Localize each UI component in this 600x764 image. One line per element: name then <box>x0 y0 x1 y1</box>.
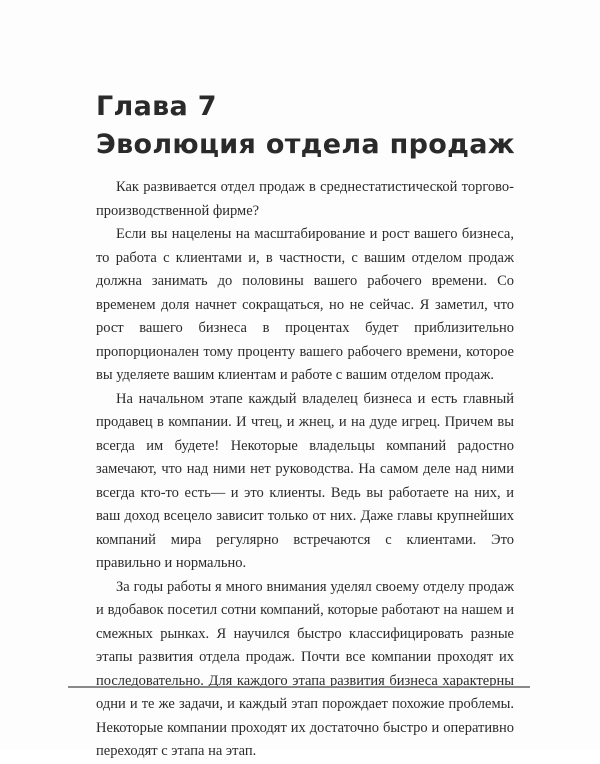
paragraph: Как развивается отдел продаж в среднестатистической торгово-производственной фирме? <box>96 179 514 219</box>
paragraph: Если вы нацелены на масштабирование и рост вашего бизнеса, то работа с клиентами и, в частности, с вашим отделом продаж должна занимать до половины вашего рабочего времени. Со временем доля начнет сокращаться, но не сейчас. Я заметил, что рост вашего бизнеса в процентах будет приблизительно пропорционален тому проценту вашего рабочего времени, которое вы уделяете вашим клиентам и работе с вашим отделом продаж. <box>96 226 514 383</box>
chapter-title: Эволюция отдела продаж <box>96 129 515 160</box>
paragraph: На начальном этапе каждый владелец бизнеса и есть главный продавец в компании. И чтец, и жнец, и на дуде игрец. Причем вы всегда им будете! Некоторые владельцы компаний радостно замечают, что над ними нет руководства. На самом деле над ними всегда кто-то есть— и это клиенты. Ведь вы работаете на них, и ваш доход всецело зависит только от них. Даже главы крупнейших компаний мира регулярно встречаются с клиентами. Это правильно и нормально. <box>96 390 514 571</box>
page-divider <box>68 686 530 688</box>
chapter-number: Глава 7 <box>96 91 217 122</box>
paragraph: За годы работы я много внимания уделял своему отделу продаж и вдобавок посетил сотни компаний, которые работают на нашем и смежных рынках. Я научился быстро классифицировать разные этапы развития отдела продаж. Почти все компании проходят их последовательно. Для каждого этапа развития бизнеса характерны одни и те же задачи, и каждый этап порождает похожие проблемы. Некоторые компании проходят их достаточно быстро и оперативно переходят с этапа на этап. <box>96 578 514 759</box>
chapter-heading <box>96 88 556 164</box>
chapter-body <box>96 176 514 764</box>
